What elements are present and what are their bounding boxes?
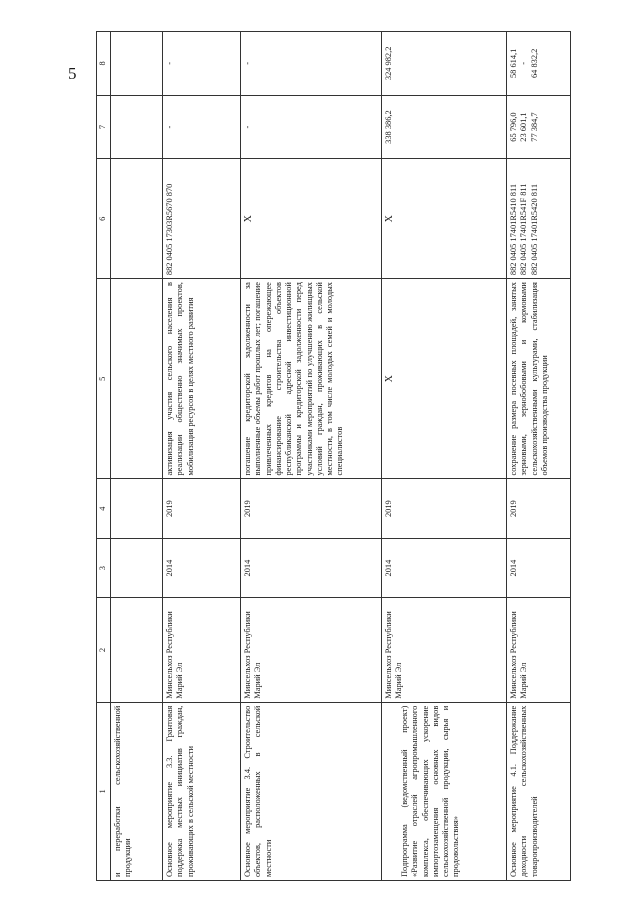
start-year: 2014 (241, 538, 382, 597)
budget-code: X (241, 159, 382, 279)
funding-value: - (519, 61, 529, 65)
expected-result: сохранение размера посевных площадей, занятых зерновыми, зернобобовыми и кормовыми сельскохозяйственными культурами, стабилизация объемов производства продукции (507, 279, 571, 479)
funding-value: 64 832,2 (529, 48, 539, 79)
col-header: 2 (97, 598, 111, 702)
funding-value: 324 982,2 (382, 32, 507, 96)
executor: Минсельхоз Республики Марий Эл (241, 598, 382, 702)
end-year: 2019 (241, 479, 382, 538)
funding-value (111, 95, 163, 159)
measure-name: Подпрограмма (ведомственный проект) «Развитие отраслей агропромышленного комплекса, обеспечивающих ускорение импортозамещения основных видов сельскохозяйственной продукции, сырья и продовольствия» (382, 702, 507, 880)
budget-code: X (382, 159, 507, 279)
start-year: 2014 (163, 538, 241, 597)
funding-list (507, 32, 571, 96)
col-header: 8 (97, 32, 111, 96)
expected-result (111, 279, 163, 479)
program-table (96, 31, 571, 881)
funding-value: - (163, 95, 241, 159)
col-header: 7 (97, 95, 111, 159)
expected-result: погашение кредиторской задолженности за выполненные объемы работ прошлых лет; погашение привлеченных кредитов на опережающее финансирование строительства объектов республиканской адресной инвестиционной программы и кредиторской задолженности перед участниками мероприятий по улучшению жилищных условий граждан, проживающих в сельской местности, в том числе молодых семей и молодых специалистов (241, 279, 382, 479)
col-header: 5 (97, 279, 111, 479)
expected-result: X (382, 279, 507, 479)
table-row (241, 32, 382, 881)
funding-value: 65 796,0 (509, 112, 518, 142)
start-year: 2014 (382, 538, 507, 597)
end-year (111, 479, 163, 538)
executor (111, 598, 163, 702)
budget-code: 882 0405 17303R5670 870 (163, 159, 241, 279)
funding-value: 77 384,7 (529, 112, 539, 142)
end-year: 2019 (163, 479, 241, 538)
executor: Минсельхоз Республики Марий Эл (507, 598, 571, 702)
measure-name: Основное мероприятие 3.3. Грантовая поддержка местных инициатив граждан, проживающих в сельской местности (163, 702, 241, 880)
funding-value: 58 614,1 (509, 48, 518, 79)
budget-code: 882 0405 17401R541F 811 (519, 183, 529, 276)
budget-code (111, 159, 163, 279)
funding-value: 23 601,1 (519, 112, 529, 142)
funding-list (507, 95, 571, 159)
executor: Минсельхоз Республики Марий Эл (163, 598, 241, 702)
col-header: 4 (97, 479, 111, 538)
funding-value (111, 32, 163, 96)
end-year: 2019 (382, 479, 507, 538)
funding-value: - (241, 32, 382, 96)
start-year: 2014 (507, 538, 571, 597)
rotated-table-area (96, 31, 635, 881)
table-row (163, 32, 241, 881)
measure-name: Основное мероприятие 4.1. Поддержание доходности сельскохозяйственных товаропроизводителей (507, 702, 571, 880)
table-row (111, 32, 163, 881)
table-row (507, 32, 571, 881)
start-year (111, 538, 163, 597)
budget-code: 882 0405 17401R5410 811 (509, 183, 518, 276)
budget-code: 882 0405 17401R5420 811 (529, 183, 539, 276)
funding-value: 338 386,2 (382, 95, 507, 159)
col-header: 1 (97, 702, 111, 880)
measure-name: и переработки сельскохозяйственной продукции (111, 702, 163, 880)
funding-value: - (163, 32, 241, 96)
executor: Минсельхоз Республики Марий Эл (382, 598, 507, 702)
budget-code-list (507, 159, 571, 279)
page-number: 5 (68, 64, 77, 83)
measure-name: Основное мероприятие 3.4. Строительство объектов, расположенных в сельской местности (241, 702, 382, 880)
col-header: 6 (97, 159, 111, 279)
col-header: 3 (97, 538, 111, 597)
table-row (382, 32, 507, 881)
expected-result: активизация участия сельского населения в реализации общественно значимых проектов, мобилизация ресурсов в целях местного развития (163, 279, 241, 479)
end-year: 2019 (507, 479, 571, 538)
funding-value: - (241, 95, 382, 159)
header-row (97, 32, 111, 881)
